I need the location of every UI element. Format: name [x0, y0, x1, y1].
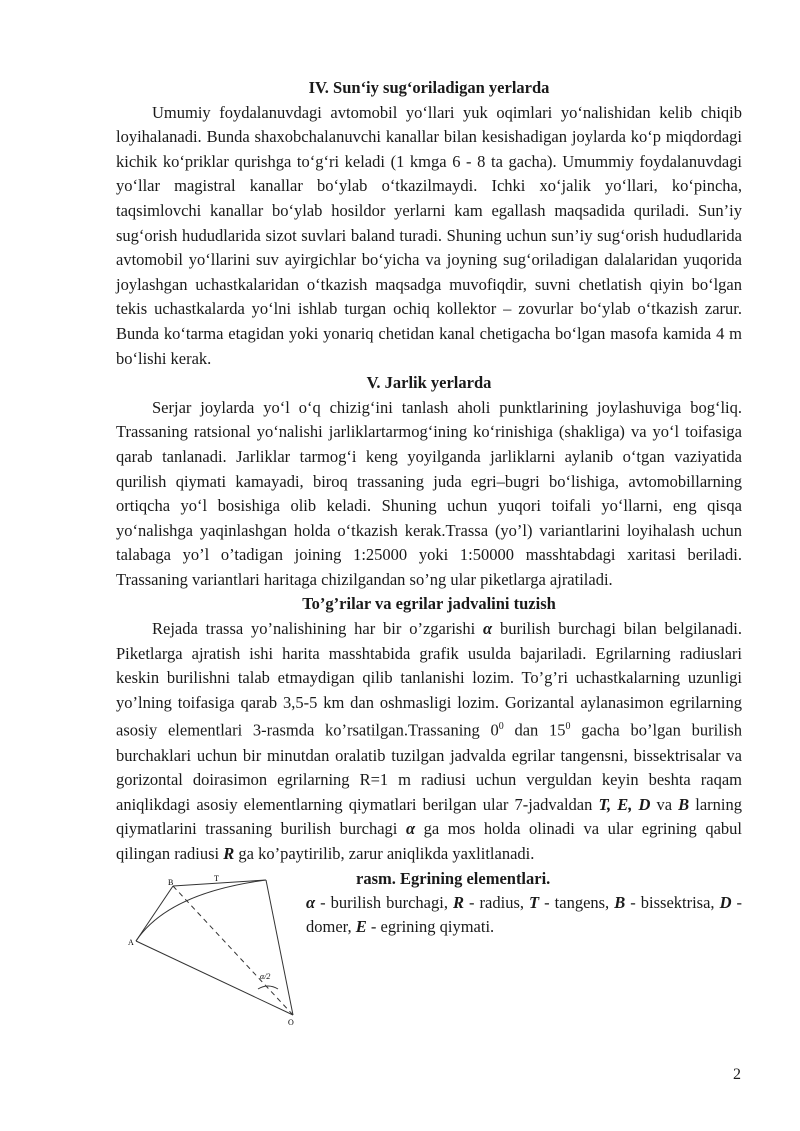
page-number: 2: [733, 1066, 741, 1083]
section4-paragraph: Umumiy foydalanuvdagi avtomobil yo‘llari yuk oqimlari yo‘nalishidan kelib chiqib loyihalanadi. Bunda shaxobchalanuvchi kanallar bilan kesishadigan joylarda ko‘p miqdordagi kichik ko‘priklar qurishga to‘g‘ri keladi (1 kmga 6 - 8 ta gacha). Umummiy foydalanuvdagi yo‘llar magistral kanallar bo‘ylab o‘tkazilmaydi. Ichki xo‘jalik yo‘llari, ko‘pincha, taqsimlovchi kanallar bo‘ylab hosildor yerlarni kam egallash maqsadida quriladi. Sun’iy sug‘orish hududlarida sizot suvlari baland turadi. Shuning uchun sun’iy sug‘orish hududlarida avtomobil yo‘llarini suv ayirgichlar bo‘yicha va joyning sug‘oriladigan dalalaridan yuqorida joylashgan uchastkalaridan o‘tkazish maqsadga muvofiqdir, suvni chetlatish qiyin bo‘lgan tekis uchastkalarda yo‘lni ishlab turgan ochiq kollektor – zovurlar bo‘ylab o‘tkazish zarur. Bunda ko‘tarma etagidan yoki yonariq chetidan kanal chetigacha bo‘lgan masofa kamida 4 m bo‘lishi kerak.: [116, 102, 742, 368]
section6-paragraph: Rejada trassa yo’nalishining har bir o’zgarishi α burilish burchagi bilan belgilanadi. Piketlarga ajratish ishi harita masshtabida grafik usulda bajariladi. Egrilarning radiuslari keskin burilishni talab etmaydigan qilib tanlanishi lozim. To’g’ri uchastkalarning uzunligi yo’lning toifasiga qarab 3,5-5 km dan oshmasligi lozim. Gorizantal aylanasimon egrilarning asosiy elementlari 3-rasmda ko’rsatilgan.Trassaning $0^0$ dan $15^0$ gacha bo’lgan burilish burchaklari uchun bir minutdan oralatib tuzilgan jadvalda egrilar tangensni, bissektrisalar va gorizontal doirasimon egrilarning R=1 m radiusi uchun verguldan keyin beshta raqam aniqlikdagi asosiy elementlarning qiymatlari berilgan ular 7-jadvaldan T, E, D va B larning qiymatlarini trassaning burilish burchagi α ga mos holda olinadi va ular egrining qabul qilingan radiusi R ga ko’paytirilib, zarur aniqlikda yaxlitlanadi.: [116, 619, 742, 863]
section4-heading: IV. Sun‘iy sug‘oriladigan yerlarda: [308, 78, 550, 97]
bisector-line: [173, 886, 293, 1015]
document-page: [116, 76, 743, 1025]
section6-heading: To’g’rilar va egrilar jadvalini tuzish: [302, 594, 556, 614]
section5-paragraph: Serjar joylarda yo‘l o‘q chizig‘ini tanlash aholi punktlarining joylashuviga bog‘liq. Trassaning ratsional yo‘nalishi jarliklartarmog‘ining ko‘rinishiga (shakliga) va yo‘l toifasiga qarab tanlanadi. Jarliklar tarmog‘i keng yoyilganda jarliklarni aylanib o‘tgan vaziyatida qurilish qiymati kamayadi, biroq trassaning juda egri–bugri bo‘lishiga, avtomobillarning ortiqcha yo‘l bosishiga olib keladi. Shuning uchun yuqori toifali yo‘llarni, eng qisqa yo‘nalishga yaqinlashgan holda o‘tkazish kerak.Trassa (yo’l) variantlarini loyihalash uchun talabaga yo’l o’tadigan joining 1:25000 yoki 1:50000 masshtabdagi xaritasi beriladi. Trassaning variantlari haritaga chizilgandan so’ng ular piketlarga ajratiladi.: [116, 397, 742, 589]
figure-title: rasm. Egrining elementlari.: [356, 868, 551, 888]
tangent-line-left: [136, 886, 173, 941]
curve-elements-diagram: [128, 875, 298, 1025]
figure-block: [116, 867, 743, 1025]
curve-arc: [136, 877, 266, 941]
label-O: O: [288, 1017, 294, 1025]
label-T: T: [214, 874, 219, 883]
label-alpha-half: α/2: [260, 971, 271, 981]
radius-line-b: [266, 880, 293, 1015]
label-B: B: [168, 877, 174, 887]
label-A: A: [128, 937, 134, 947]
tangent-line-top: [173, 880, 266, 886]
figure-caption: α - burilish burchagi, R - radius, T - tangens, B - bissektrisa, D - domer, E - egrining qiymati.: [306, 892, 743, 937]
section5-heading: V. Jarlik yerlarda: [366, 373, 492, 393]
